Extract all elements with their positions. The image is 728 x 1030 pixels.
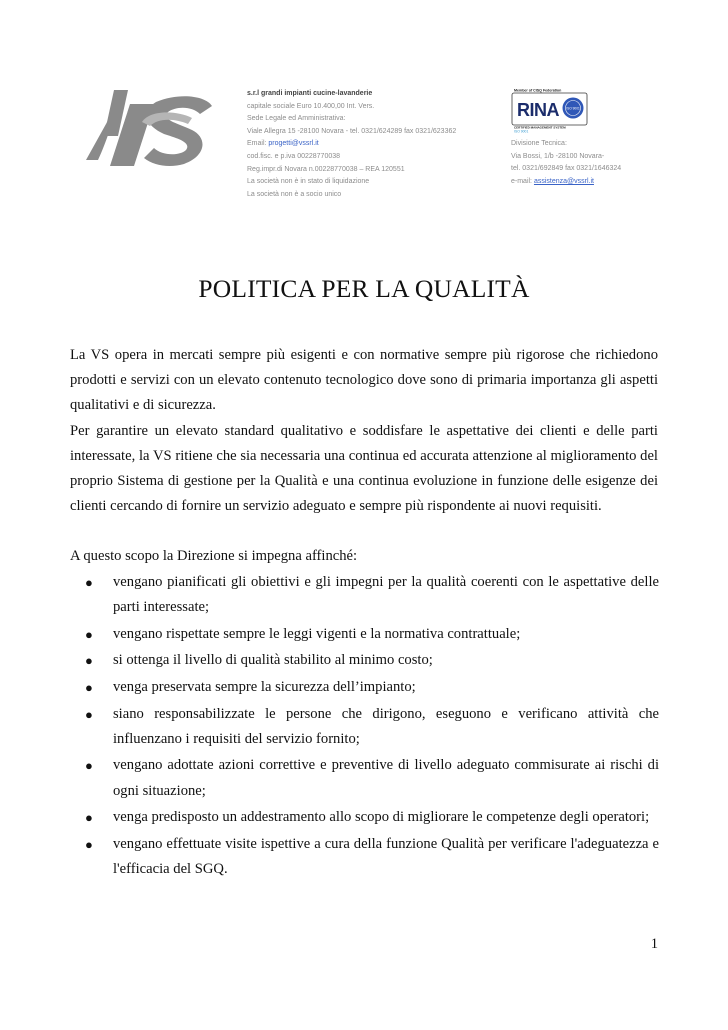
- company-email-label: Email:: [247, 140, 269, 148]
- list-item: [85, 648, 659, 673]
- company-seat-label: Sede Legale ed Amministrativa:: [247, 115, 346, 123]
- company-info: [247, 88, 497, 201]
- badge-seal-text: ISO 9001: [566, 106, 580, 111]
- bullet-icon: ●: [85, 758, 93, 774]
- list-item-text: venga preservata sempre la sicurezza dell’impianto;: [113, 678, 416, 695]
- badge-brand: RINA: [517, 100, 559, 120]
- company-registry: Reg.impr.di Novara n.00228770038 – REA 120551: [247, 165, 405, 173]
- list-item: [85, 832, 659, 882]
- bullet-icon: ●: [85, 575, 93, 590]
- badge-bottom-text: CERTIFIED MANAGEMENT SYSTEM: [514, 125, 566, 130]
- list-item-text: si ottenga il livello di qualità stabilito al minimo costo;: [113, 652, 433, 669]
- list-item-text: vengano pianificati gli obiettivi e gli impegni per la qualità coerenti con le aspettative delle parti interessate;: [113, 574, 659, 616]
- bullet-icon: ●: [85, 679, 93, 695]
- bullet-icon: ●: [85, 653, 93, 669]
- bullet-icon: ●: [85, 626, 93, 642]
- commitments-intro: A questo scopo la Direzione si impegna affinché:: [70, 548, 358, 564]
- list-item: [85, 675, 659, 700]
- division-email-label: e-mail:: [511, 177, 534, 185]
- badge-standard: ISO 9001: [514, 129, 529, 133]
- list-item-text: venga predisposto un addestramento allo scopo di migliorare le competenze degli operatori;: [113, 809, 650, 826]
- company-shareholder-note: La società non è a socio unico: [247, 190, 342, 198]
- list-item: [85, 570, 659, 620]
- bullet-icon: ●: [85, 836, 93, 852]
- division-address: Via Bossi, 1/b -28100 Novara-: [511, 152, 605, 160]
- commitments-list: [85, 570, 659, 884]
- list-item: [85, 753, 659, 803]
- list-item-text: vengano effettuate visite ispettive a cura della funzione Qualità per verificare l'adeguatezza e l'efficacia del SGQ.: [113, 835, 659, 877]
- company-capital: capitale sociale Euro 10.400,00 Int. Vers.: [247, 102, 375, 110]
- division-phone: tel. 0321/692849 fax 0321/1646324: [511, 165, 622, 173]
- document-title: POLITICA PER LA QUALITÀ: [198, 274, 530, 303]
- badge-top-text: Member of CISQ Federation: [514, 88, 562, 93]
- list-item-text: vengano adottate azioni correttive e preventive di livello adeguato commisurate ai rischi di ogni situazione;: [113, 757, 659, 799]
- company-email-link[interactable]: progetti@vssrl.it: [268, 140, 319, 148]
- vs-logo: [84, 88, 216, 168]
- company-name: s.r.l grandi impianti cucine-lavanderie: [247, 90, 373, 97]
- division-email-link[interactable]: assistenza@vssrl.it: [533, 177, 594, 185]
- technical-division-info: [511, 138, 681, 188]
- list-item: [85, 805, 659, 830]
- list-item: [85, 622, 659, 647]
- list-item-text: vengano rispettate sempre le leggi vigenti e la normativa contrattuale;: [113, 625, 521, 642]
- company-email-line: [247, 138, 497, 151]
- company-liquidation-note: La società non è in stato di liquidazione: [247, 178, 370, 186]
- division-label: Divisione Tecnica:: [511, 140, 567, 147]
- paragraph: Per garantire un elevato standard qualitativo e soddisfare le aspettative dei clienti e delle parti interessate, la VS ritiene che sia necessaria una continua ed accurata attenzione al miglioramento del proprio Sistema di gestione per la Qualità e una continua evoluzione in funzione delle esigenze dei clienti cercando di fornire un servizio adeguato e sempre più rispondente ai nuovi requisiti.: [70, 422, 658, 515]
- rina-certification-badge: [511, 87, 591, 133]
- document-body: [70, 343, 658, 519]
- bullet-icon: ●: [85, 706, 93, 722]
- page-number: 1: [650, 936, 658, 952]
- company-address: Viale Allegra 15 -28100 Novara - tel. 0321/624289 fax 0321/623362: [247, 127, 457, 135]
- list-item: [85, 702, 659, 752]
- company-tax-id: cod.fisc. e p.iva 00228770038: [247, 152, 341, 160]
- list-item-text: siano responsabilizzate le persone che dirigono, eseguono e verificano attività che influenzano i requisiti del servizio fornito;: [113, 705, 659, 747]
- paragraph: La VS opera in mercati sempre più esigenti e con normative sempre più rigorose che richiedono prodotti e servizi con un elevato contenuto tecnologico dove sono di primaria importanza gli aspetti qualitativi e di sicurezza.: [70, 347, 658, 414]
- bullet-icon: ●: [85, 810, 93, 826]
- division-email-line: [511, 176, 681, 189]
